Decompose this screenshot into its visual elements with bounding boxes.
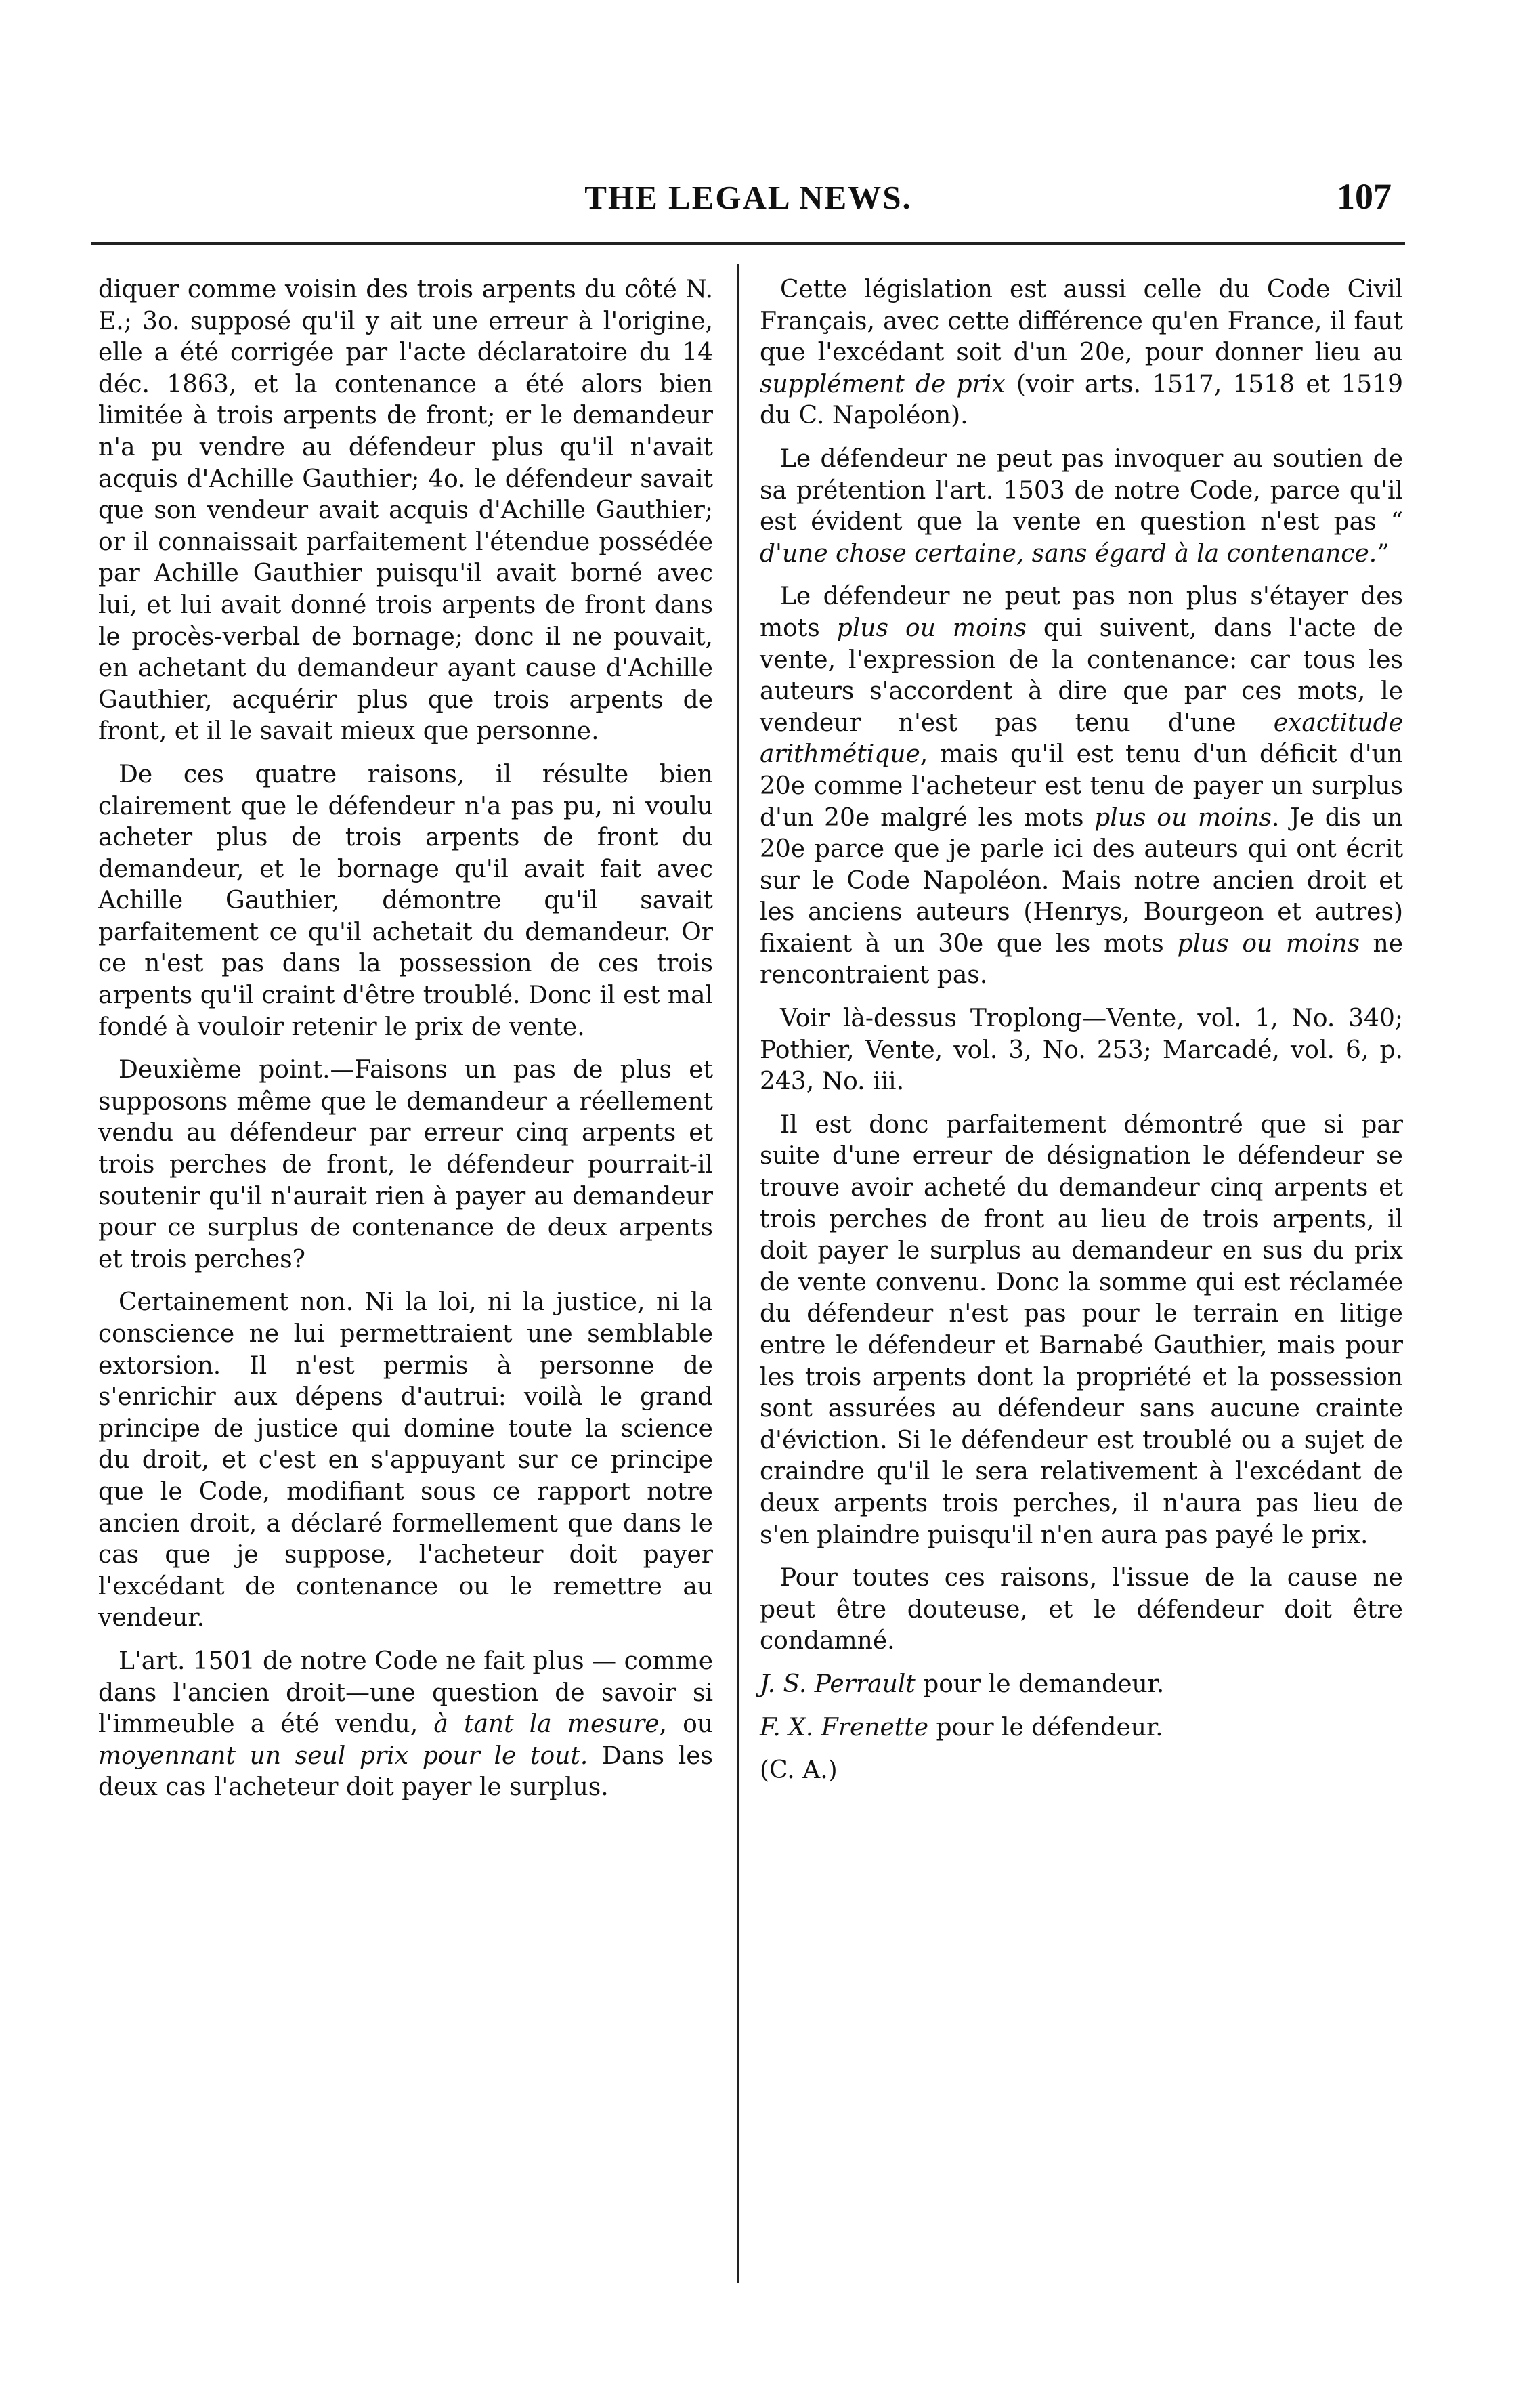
text-run: Dans les deux cas l'acheteur doit payer le surplus. [98,1741,713,1802]
paragraph: Certainement non. Ni la loi, ni la justice, ni la conscience ne lui permettraient une semblable extorsion. Il n'est permis à personne de s'enrichir aux dépens d'autrui: voilà le grand principe de justice qui domine toute la science du droit, et c'est en s'appuyant sur ce principe que le Code, modifiant sous ce rapport notre ancien droit, a déclaré formellement que dans le cas que je suppose, l'acheteur doit payer l'excédant de contenance ou le remettre au vendeur. [98,1288,713,1632]
text-run: ne rencontraient pas. [760,929,1403,990]
running-title: THE LEGAL NEWS. [584,179,912,216]
text-run: , ou [659,1710,713,1739]
text-run: Cette législation est aussi celle du Code Civil Français, avec cette différence qu'en France, il faut que l'excédant soit d'un 20e, pour donner lieu au [760,276,1403,367]
signature-line [760,1669,1403,1701]
italic-run: d'une chose certaine, sans égard à la contenance. [760,539,1377,568]
text-run: qui suivent, dans l'acte de vente, l'expression de la contenance: car tous les auteurs s'accordent à dire que par ces mots, le vendeur n'est pas tenu d'une [760,614,1403,737]
text-run: ” [1377,539,1390,568]
italic-run: exactitude arithmétique [760,709,1403,769]
paragraph: Voir là-dessus Troplong—Vente, vol. 1, No. 340; Pothier, Vente, vol. 3, No. 253; Marcadé, vol. 6, p. 243, No. iii. [760,1005,1403,1096]
court-note: (C. A.) [760,1756,838,1785]
signature-line [760,1712,1403,1744]
paragraph [760,581,1403,992]
italic-run: plus ou moins [1094,803,1272,832]
left-column [98,274,713,1815]
paragraph: De ces quatre raisons, il résulte bien clairement que le défendeur n'a pas pu, ni voulu acheter plus de trois arpents de front du demandeur, et le bornage qu'il avait fait avec Achille Gauthier, démontre qu'il savait parfaitement ce qu'il achetait du demandeur. Or ce n'est pas dans la possession de ces trois arpents qu'il craint d'être troublé. Donc il est mal fondé à vouloir retenir le prix de vente. [98,760,713,1041]
paragraph: Deuxième point.—Faisons un pas de plus et supposons même que le demandeur a réellement vendu au défendeur par erreur cinq arpents et trois perches de front, le défendeur pourrait-il soutenir qu'il n'aurait rien à payer au demandeur pour ce surplus de contenance de deux arpents et trois perches? [98,1056,713,1273]
header-rule [91,242,1405,245]
attorney-name: F. X. Frenette [760,1713,928,1741]
text-run: Le défendeur ne peut pas invoquer au soutien de sa prétention l'art. 1503 de notre Code, parce qu'il est évident que la vente en question n'est pas “ [760,444,1403,536]
text-run: pour le défendeur. [928,1713,1163,1741]
right-column [760,274,1403,1798]
column-divider [737,264,739,2283]
paragraph: Pour toutes ces raisons, l'issue de la cause ne peut être douteuse, et le défendeur doit être condamné. [760,1564,1403,1655]
text-run: pour le demandeur. [915,1670,1165,1698]
text-run: L'art. 1501 de notre Code ne fait plus — comme dans l'ancien droit—une question de savoir si l'immeuble a été vendu, [98,1647,713,1739]
page-header [91,166,1405,227]
italic-run: plus ou moins [1177,929,1360,958]
text-run: . Je dis un 20e parce que je parle ici des auteurs qui ont écrit sur le Code Napoléon. Mais notre ancien droit et les anciens auteurs (Henrys, Bourgeon et autres) fixaient à un 30e que les mots [760,803,1403,958]
text-run: , mais qu'il est tenu d'un déficit d'un 20e comme l'acheteur est tenu de payer un surplus d'un 20e malgré les mots [760,740,1403,832]
text-run: (voir arts. 1517, 1518 et 1519 du C. Napoléon). [760,370,1404,430]
italic-run: plus ou moins [836,614,1027,642]
paragraph [98,1646,713,1804]
attorney-name: J. S. Perrault [760,1670,916,1698]
paragraph [760,444,1403,570]
paragraph [760,274,1403,432]
italic-run: moyennant un seul prix pour le tout. [98,1741,588,1770]
text-run: Le défendeur ne peut pas non plus s'étayer des mots [760,583,1403,642]
paragraph: Il est donc parfaitement démontré que si par suite d'une erreur de désignation le défendeur se trouve avoir acheté du demandeur cinq arpents et trois perches de front au lieu de trois arpents, il doit payer le surplus au demandeur en sus du prix de vente convenu. Donc la somme qui est réclamée du défendeur n'est pas pour le terrain en litige entre le défendeur et Barnabé Gauthier, mais pour les trois arpents dont la propriété et la possession sont assurées au défendeur sans aucune crainte d'éviction. Si le défendeur est troublé ou a sujet de craindre qu'il le sera relativement à l'excédant de deux arpents trois perches, il n'aura pas lieu de s'en plaindre puisqu'il n'en aura pas payé le prix. [760,1110,1403,1549]
page-number: 107 [1337,176,1392,217]
paragraph: diquer comme voisin des trois arpents du côté N. E.; 3o. supposé qu'il y ait une erreur à l'origine, elle a été corrigée par l'acte déclaratoire du 14 déc. 1863, et la contenance a été alors bien limitée à trois arpents de front; er le demandeur n'a pu vendre au défendeur plus qu'il n'avait acquis d'Achille Gauthier; 4o. le défendeur savait que son vendeur avait acquis d'Achille Gauthier; or il connaissait parfaitement l'étendue possédée par Achille Gauthier puisqu'il avait borné avec lui, et lui avait donné trois arpents de front dans le procès-verbal de bornage; donc il ne pouvait, en achetant du demandeur ayant cause d'Achille Gauthier, acquérir plus que trois arpents de front, et il le savait mieux que personne. [98,276,713,746]
italic-run: supplément de prix [760,370,1006,398]
italic-run: à tant la mesure [433,1710,660,1739]
